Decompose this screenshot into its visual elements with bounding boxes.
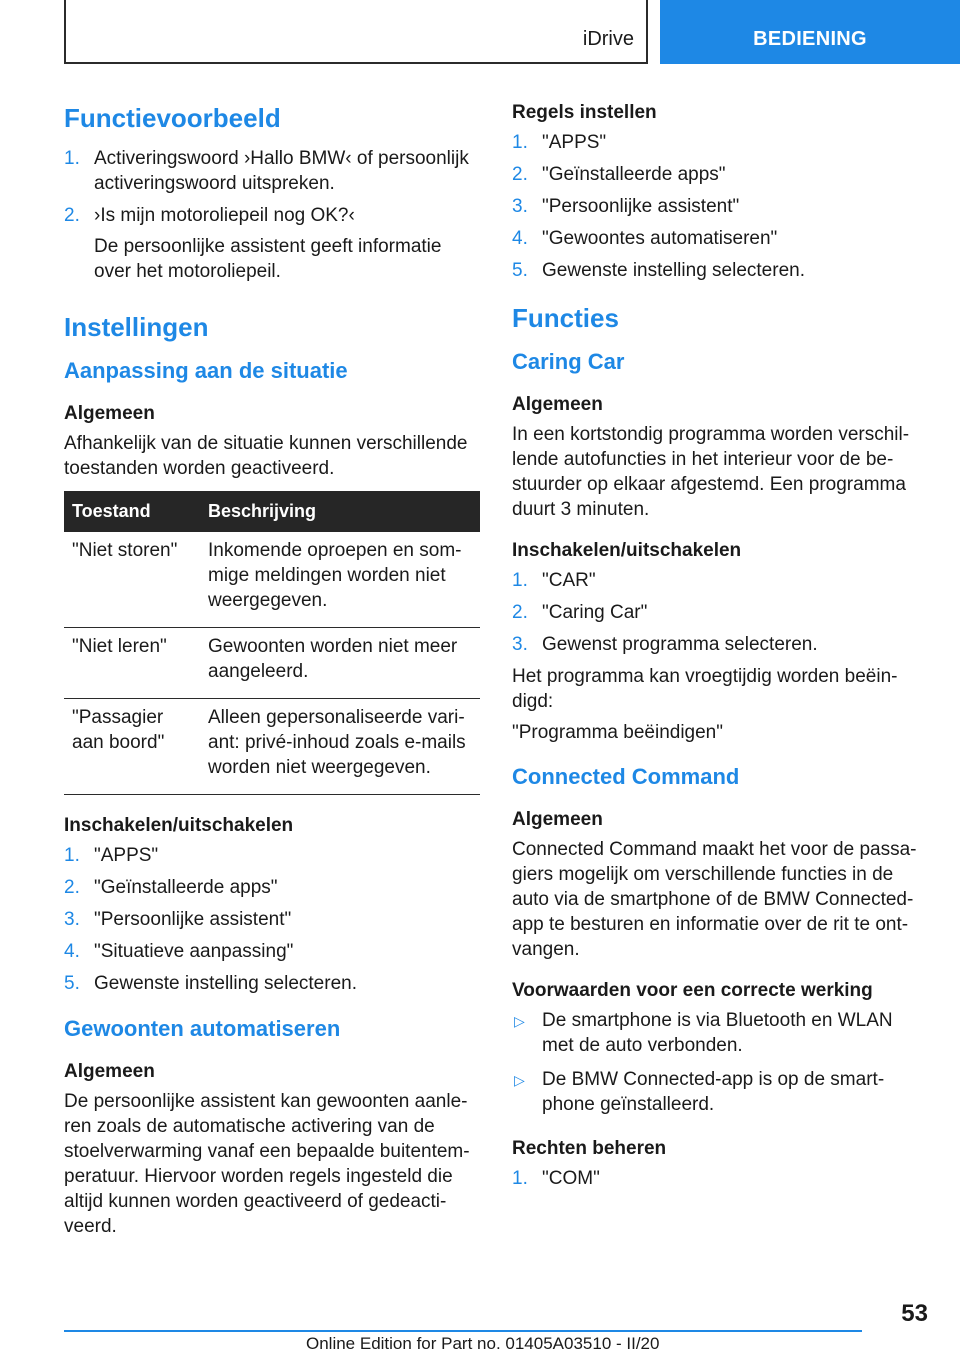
table-header: Toestand — [64, 491, 200, 532]
list-item — [64, 203, 480, 284]
header-section-box — [64, 0, 648, 64]
toggle-steps — [64, 843, 480, 996]
table-row — [64, 628, 480, 699]
step-text: "COM" — [542, 1168, 600, 1189]
step-text: "Caring Car" — [542, 602, 648, 623]
list-item — [64, 875, 480, 900]
table-cell-desc: Inkomende oproepen en sommige meldingen worden niet weergegeven. — [200, 532, 480, 628]
list-item — [512, 632, 922, 657]
step-text: Gewenst programma selecteren. — [542, 634, 818, 655]
table-cell-state: "Passagier aan boord" — [64, 699, 200, 795]
table-cell-desc: Alleen gepersonaliseerde variant: privé-inhoud zoals e-mails worden niet weergegeven. — [200, 699, 480, 795]
table-row — [64, 699, 480, 795]
rules-steps — [512, 130, 922, 283]
step-text: "Persoonlijke assistent" — [94, 909, 292, 930]
right-column — [512, 100, 922, 1198]
list-item — [512, 1008, 922, 1058]
heading-rechten: Rechten beheren — [512, 1138, 667, 1159]
bullet-text: De BMW Connected-app is op de smartphone geïnstalleerd. — [542, 1069, 885, 1115]
list-item — [64, 907, 480, 932]
table-header: Beschrijving — [200, 491, 480, 532]
list-item — [64, 146, 480, 196]
heading-algemeen: Algemeen — [64, 1061, 155, 1082]
step-number: 1. — [512, 1168, 528, 1189]
caring-steps — [512, 568, 922, 657]
triangle-bullet-icon: ▷ — [514, 1013, 525, 1029]
footer-edition: Online Edition for Part no. 01405A03510 - II/20 — [306, 1334, 660, 1353]
list-item — [512, 194, 922, 219]
paragraph: Afhankelijk van de situatie kunnen verschillende toestanden worden geactiveerd. — [64, 433, 468, 479]
table-row — [64, 532, 480, 628]
list-item — [64, 971, 480, 996]
list-item — [512, 600, 922, 625]
footer-divider — [64, 1330, 862, 1332]
left-column — [64, 100, 480, 1245]
step-number: 3. — [512, 634, 528, 655]
step-number: 2. — [512, 602, 528, 623]
heading-voorwaarden: Voorwaarden voor een correcte werking — [512, 980, 873, 1001]
heading-inschakelen: Inschakelen/uitschakelen — [64, 815, 294, 836]
step-number: 1. — [512, 132, 528, 153]
step-subtext: De persoonlijke assistent geeft informatie over het motoroliepeil. — [94, 236, 442, 282]
header-section-title: iDrive — [582, 28, 634, 50]
step-number: 4. — [512, 228, 528, 249]
table-cell-desc: Gewoonten worden niet meer aangeleerd. — [200, 628, 480, 699]
table-cell-state: "Niet storen" — [64, 532, 200, 628]
paragraph: De persoonlijke assistent kan gewoonten aanleren zoals de automatische activering van de stoelverwarming vanaf een bepaalde buitentemperatuur. Hiervoor worden regels ingesteld die altijd kunnen worden geactiveerd of gedeactiveerd. — [64, 1091, 470, 1237]
step-text: Activeringswoord ›Hallo BMW‹ of persoonlijk activeringswoord uitspreken. — [94, 148, 469, 194]
step-number: 1. — [64, 845, 80, 866]
heading-aanpassing: Aanpassing aan de situatie — [64, 358, 348, 383]
step-text: "APPS" — [94, 845, 159, 866]
list-item — [512, 568, 922, 593]
step-number: 1. — [512, 570, 528, 591]
heading-functievoorbeeld: Functievoorbeeld — [64, 103, 281, 133]
step-text: "Geïnstalleerde apps" — [94, 877, 278, 898]
step-number: 3. — [512, 196, 528, 217]
triangle-bullet-icon: ▷ — [514, 1072, 525, 1088]
step-number: 4. — [64, 941, 80, 962]
step-text: "Gewoontes automatiseren" — [542, 228, 778, 249]
list-item — [512, 162, 922, 187]
bullet-text: De smartphone is via Bluetooth en WLAN met de auto verbonden. — [542, 1010, 893, 1056]
step-number: 5. — [512, 260, 528, 281]
step-text: Gewenste instelling selecteren. — [94, 973, 357, 994]
list-item — [64, 939, 480, 964]
step-number: 2. — [64, 877, 80, 898]
list-item — [512, 226, 922, 251]
list-item — [512, 258, 922, 283]
paragraph: Connected Command maakt het voor de passagiers mogelijk om verschillende functies in de auto via de smartphone of de BMW Connected-app te besturen en informatie over de rit te ontvangen. — [512, 839, 917, 960]
paragraph: In een kortstondig programma worden verschillende autofuncties in het interieur voor de bestuurder op elkaar afgestemd. Een programma duurt 3 minuten. — [512, 424, 910, 520]
step-text: "Situatieve aanpassing" — [94, 941, 294, 962]
step-number: 2. — [512, 164, 528, 185]
step-text: "APPS" — [542, 132, 607, 153]
step-number: 3. — [64, 909, 80, 930]
step-text: "CAR" — [542, 570, 596, 591]
heading-inschakelen: Inschakelen/uitschakelen — [512, 540, 742, 561]
list-item — [512, 130, 922, 155]
list-item — [512, 1067, 922, 1117]
prereq-list — [512, 1008, 922, 1117]
heading-gewoonten: Gewoonten automatiseren — [64, 1016, 341, 1041]
list-item — [512, 1166, 922, 1191]
heading-algemeen: Algemeen — [64, 403, 155, 424]
paragraph: Het programma kan vroegtijdig worden beëindigd: — [512, 666, 898, 712]
heading-regels: Regels instellen — [512, 102, 657, 123]
heading-functies: Functies — [512, 303, 619, 333]
heading-connected-command: Connected Command — [512, 764, 740, 789]
step-text: "Persoonlijke assistent" — [542, 196, 740, 217]
step-number: 2. — [64, 205, 80, 226]
header-chapter-title: BEDIENING — [753, 28, 867, 50]
heading-instellingen: Instellingen — [64, 312, 209, 342]
menu-path: "Programma beëindigen" — [512, 722, 723, 743]
step-number: 5. — [64, 973, 80, 994]
heading-algemeen: Algemeen — [512, 394, 603, 415]
page-number: 53 — [901, 1300, 928, 1327]
table-cell-state: "Niet leren" — [64, 628, 200, 699]
example-steps — [64, 146, 480, 284]
step-number: 1. — [64, 148, 80, 169]
step-text: Gewenste instelling selecteren. — [542, 260, 805, 281]
heading-caring-car: Caring Car — [512, 349, 625, 374]
step-text: "Geïnstalleerde apps" — [542, 164, 726, 185]
heading-algemeen: Algemeen — [512, 809, 603, 830]
step-text: ›Is mijn motoroliepeil nog OK?‹ — [94, 205, 355, 226]
rights-steps — [512, 1166, 922, 1191]
list-item — [64, 843, 480, 868]
states-table — [64, 491, 480, 795]
header-chapter-tab — [660, 0, 960, 64]
